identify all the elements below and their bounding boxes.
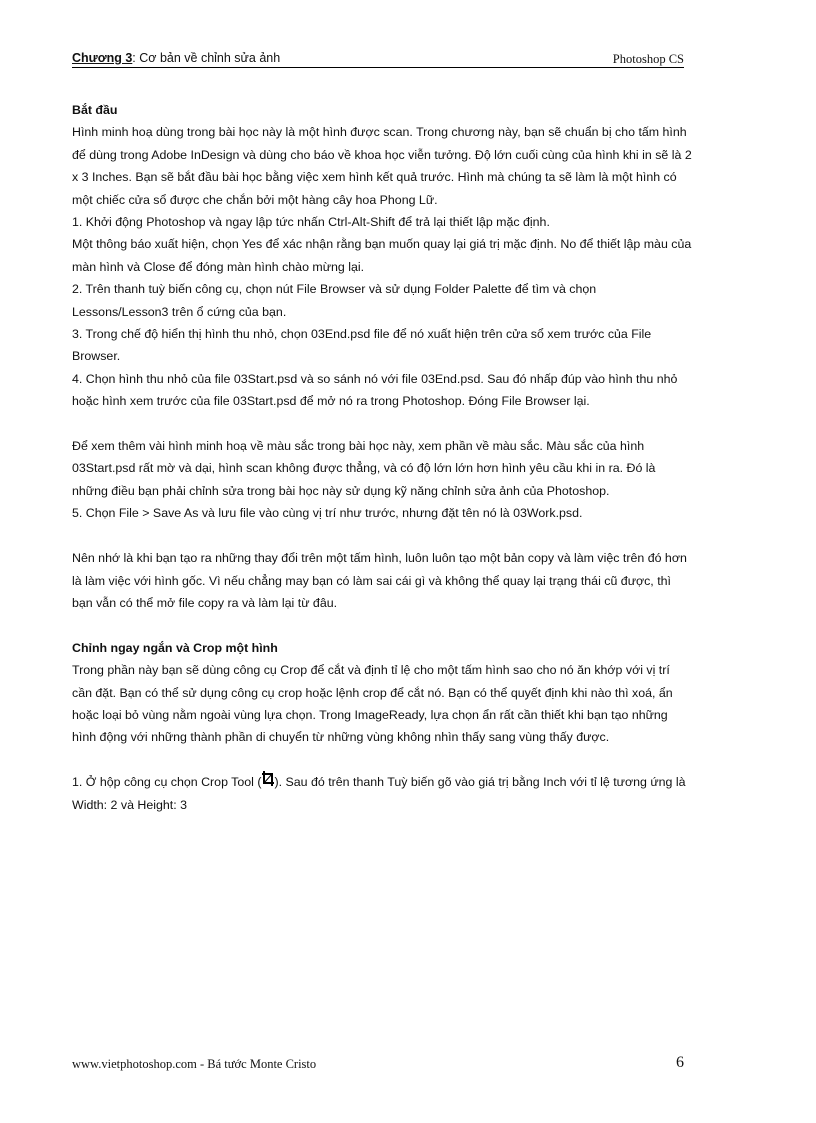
section-heading-start: Bắt đầu: [72, 103, 118, 117]
spacer: [72, 525, 692, 547]
product-name: Photoshop CS: [612, 52, 684, 66]
spacer: [72, 413, 692, 435]
spacer: [72, 614, 692, 636]
crop-paragraph: Trong phần này bạn sẽ dùng công cụ Crop để cắt và định tỉ lệ cho một tấm hình sao cho nó ăn khớp với vị trí cần đặt. Bạn có thể sử dụng công cụ crop hoặc lệnh crop để cắt nó. Bạn có thể quyết định khi nào thì xoá, ẩn hoặc loại bỏ vùng nằm ngoài vùng lựa chọn. Trong ImageReady, lựa chọn ẩn rất cần thiết khi bạn tạo những hình động với những thành phần di chuyển từ những vùng không nhìn thấy sang vùng thấy được.: [72, 663, 673, 745]
step-1: 1. Khởi động Photoshop và ngay lập tức nhấn Ctrl-Alt-Shift để trả lại thiết lập mặc định.: [72, 215, 550, 230]
crop-step-text-after: ). Sau đó trên thanh Tuỳ biến gõ vào giá trị bằng Inch với tỉ lệ tương ứng là Width: 2 và Height: 3: [72, 775, 686, 812]
crop-step-1: [72, 771, 692, 816]
chapter-title: [72, 51, 280, 65]
footer-credit: www.vietphotoshop.com - Bá tước Monte Cristo: [72, 1057, 317, 1071]
intro-paragraph: Hình minh hoạ dùng trong bài học này là một hình được scan. Trong chương này, bạn sẽ chuẩn bị cho tấm hình để dùng trong Adobe InDesign và dùng cho báo về khoa học viễn tưởng. Độ lớn cuối cùng của hình khi in sẽ là 2 x 3 Inches. Bạn sẽ bắt đầu bài học bằng việc xem hình kết quả trước. Hình mà chúng ta sẽ làm là một hình có một chiếc cửa sổ được che chắn bởi một hàng cây hoa Phong Lữ.: [72, 125, 692, 207]
copy-note-paragraph: Nên nhớ là khi bạn tạo ra những thay đổi trên một tấm hình, luôn luôn tạo một bản copy và làm việc trên đó hơn là làm việc với hình gốc. Vì nếu chẳng may bạn có làm sai cái gì và không thể quay lại trạng thái cũ được, thì bạn vẫn có thể mở file copy ra và làm lại từ đâu.: [72, 551, 687, 610]
step-4: 4. Chọn hình thu nhỏ của file 03Start.psd và so sánh nó với file 03End.psd. Sau đó nhấp đúp vào hình thu nhỏ hoặc hình xem trước của file 03Start.psd để mở nó ra trong Photoshop. Đóng File Browser lại.: [72, 371, 678, 409]
step-5: 5. Chọn File > Save As và lưu file vào cùng vị trí như trước, nhưng đặt tên nó là 03Work.psd.: [72, 506, 583, 521]
crop-step-text-before: 1. Ở hộp công cụ chọn Crop Tool (: [72, 775, 262, 790]
section-heading-crop: Chỉnh ngay ngắn và Crop một hình: [72, 640, 278, 655]
page-body: [72, 99, 692, 816]
page-number: 6: [676, 1054, 684, 1071]
color-paragraph: Để xem thêm vài hình minh hoạ về màu sắc trong bài học này, xem phần về màu sắc. Màu sắc của hình 03Start.psd rất mờ và dại, hình scan không được thẳng, và có độ lớn lớn hơn hình yêu cầu khi in ra. Đó là những điều bạn phải chỉnh sửa trong bài học này sử dụng kỹ năng chỉnh sửa ảnh của Photoshop.: [72, 439, 656, 498]
page-header: [72, 51, 684, 68]
chapter-subtitle: : Cơ bản về chỉnh sửa ảnh: [132, 51, 281, 65]
chapter-label: Chương 3: [72, 51, 133, 65]
step-2: 2. Trên thanh tuỳ biến công cụ, chọn nút File Browser và sử dụng Folder Palette để tìm và chọn Lessons/Lesson3 trên ổ cứng của bạn.: [72, 282, 597, 319]
step-3: 3. Trong chế độ hiển thị hình thu nhỏ, chọn 03End.psd file để nó xuất hiện trên cửa sổ xem trước của File Browser.: [72, 327, 652, 364]
dialog-paragraph: Một thông báo xuất hiện, chọn Yes để xác nhận rằng bạn muốn quay lại giá trị mặc định. No để thiết lập màu của màn hình và Close để đóng màn hình chào mừng lại.: [72, 237, 692, 274]
crop-tool-icon: [261, 772, 274, 788]
spacer: [72, 749, 692, 771]
